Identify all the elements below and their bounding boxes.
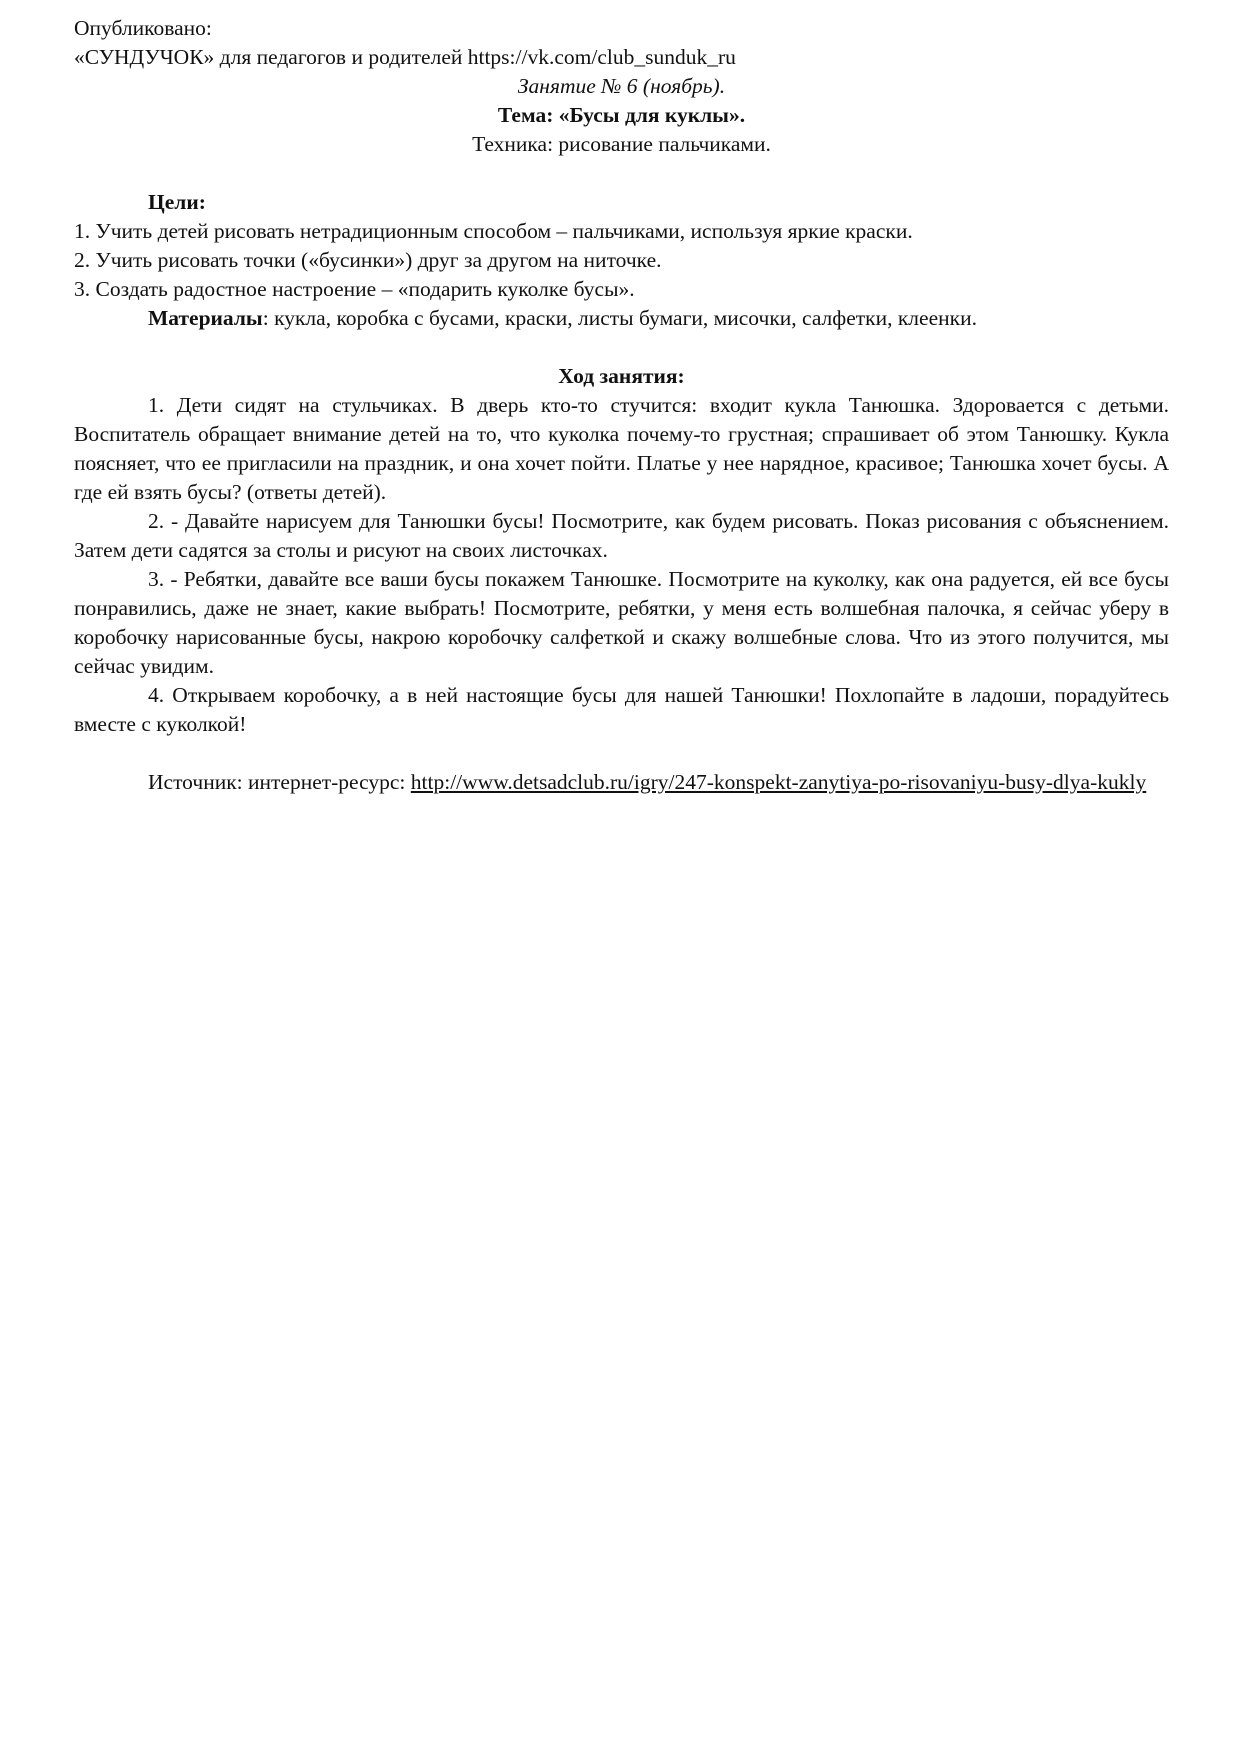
source-link[interactable]: http://www.detsadclub.ru/igry/247-konspekt-zanytiya-po-risovaniyu-busy-dlya-kukly — [410, 770, 1147, 794]
goal-item: 2. Учить рисовать точки («бусинки») друг за другом на ниточке. — [74, 248, 662, 272]
course-paragraph: 2. - Давайте нарисуем для Танюшки бусы! Посмотрите, как будем рисовать. Показ рисования с объяснением. Затем дети садятся за столы и рисуют на своих листочках. — [74, 509, 1169, 562]
document-page — [74, 14, 1169, 797]
goals-heading: Цели: — [148, 190, 206, 214]
publisher-line: «СУНДУЧОК» для педагогов и родителей https://vk.com/club_sunduk_ru — [74, 45, 736, 69]
lesson-number: Занятие № 6 (ноябрь). — [517, 74, 726, 98]
lesson-technique: Техника: рисование пальчиками. — [472, 132, 771, 156]
course-heading: Ход занятия: — [558, 364, 685, 388]
lesson-title-block — [74, 72, 1169, 159]
materials-label: Материалы — [148, 306, 263, 330]
course-paragraph: 3. - Ребятки, давайте все ваши бусы покажем Танюшке. Посмотрите на куколку, как она радуется, ей все бусы понравились, даже не знает, какие выбрать! Посмотрите, ребятки, у меня есть волшебная палочка, я сейчас уберу в коробочку нарисованные бусы, накрою коробочку салфеткой и скажу волшебные слова. Что из этого получится, мы сейчас увидим. — [74, 567, 1169, 678]
course-paragraph: 1. Дети сидят на стульчиках. В дверь кто-то стучится: входит кукла Танюшка. Здоровается с детьми. Воспитатель обращает внимание детей на то, что куколка почему-то грустная; спрашивает об этом Танюшку. Кукла поясняет, что ее пригласили на праздник, и она хочет пойти. Платье у нее нарядное, красивое; Танюшка хочет бусы. А где ей взять бусы? (ответы детей). — [74, 393, 1169, 504]
published-label: Опубликовано: — [74, 16, 212, 40]
course-paragraph: 4. Открываем коробочку, а в ней настоящие бусы для нашей Танюшки! Похлопайте в ладоши, порадуйтесь вместе с куколкой! — [74, 683, 1169, 736]
source-line — [74, 768, 1169, 797]
materials-line — [74, 304, 1169, 333]
materials-text: : кукла, коробка с бусами, краски, листы бумаги, мисочки, салфетки, клеенки. — [262, 306, 977, 330]
goal-item: 1. Учить детей рисовать нетрадиционным способом – пальчиками, используя яркие краски. — [74, 219, 913, 243]
source-label: Источник: интернет-ресурс: — [148, 770, 411, 794]
lesson-topic: Тема: «Бусы для куклы». — [497, 103, 746, 127]
goal-item: 3. Создать радостное настроение – «подарить куколке бусы». — [74, 277, 635, 301]
